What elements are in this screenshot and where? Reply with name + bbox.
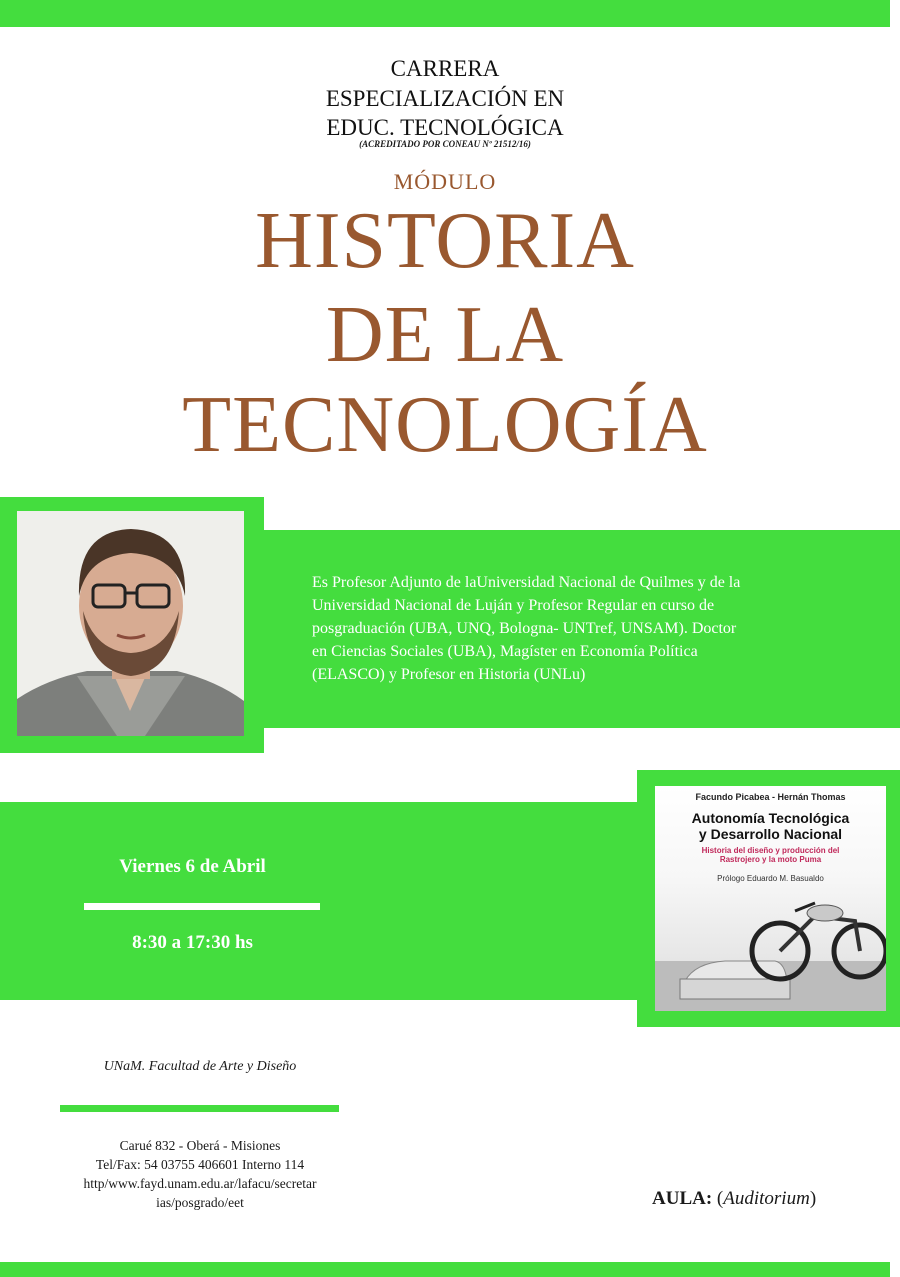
phone-line: Tel/Fax: 54 03755 406601 Interno 114 [95,1157,305,1172]
bio-line: en Ciencias Sociales (UBA), Magíster en Economía Política [312,643,698,660]
module-title-line-1: HISTORIA [255,197,635,285]
bio-line: (ELASCO) y Profesor en Historia (UNLu) [312,666,586,683]
book-title [655,810,886,842]
bottom-green-bar [0,1262,890,1277]
book-authors: Facundo Picabea - Hernán Thomas [695,792,846,802]
book-subtitle-line: Historia del diseño y producción del [701,846,840,855]
schedule-band [0,802,640,1000]
book-subtitle-line: Rastrojero y la moto Puma [719,855,822,864]
accreditation-note: (ACREDITADO POR CONEAU Nº 21512/16) [359,139,531,149]
event-date: Viernes 6 de Abril [119,856,266,877]
bio-line: Es Profesor Adjunto de laUniversidad Nacional de Quilmes y de la [312,574,741,591]
aula-label: AULA: [652,1188,713,1209]
aula-paren-open: ( [716,1188,724,1209]
book-subtitle [655,846,886,864]
header-career: CARRERA [390,56,500,81]
header-specialization: ESPECIALIZACIÓN EN [325,86,565,111]
classroom-info [652,1188,816,1210]
top-green-bar [0,0,890,27]
header-education: EDUC. TECNOLÓGICA [326,115,564,140]
aula-value: Auditorium [723,1188,810,1209]
footer-divider [60,1105,339,1112]
module-label: MÓDULO [393,169,497,194]
website-link-continued[interactable]: ias/posgrado/eet [156,1195,244,1210]
address-line: Carué 832 - Oberá - Misiones [119,1138,281,1153]
book-prologue: Prólogo Eduardo M. Basualdo [717,874,824,883]
book-cover [655,786,886,1011]
faculty-name: UNaM. Facultad de Arte y Diseño [103,1059,297,1074]
module-title-line-2: DE LA [325,291,565,379]
professor-bio [312,571,832,686]
website-link[interactable]: http/www.fayd.unam.edu.ar/lafacu/secretar [83,1176,317,1191]
contact-address [60,1136,340,1212]
module-title-line-3: TECNOLOGÍA [182,381,708,469]
bio-line: Universidad Nacional de Luján y Profesor Regular en curso de [312,597,715,614]
motorcycle-truck-illustration-icon [655,891,886,1011]
professor-photo [17,511,244,736]
book-title-line: Autonomía Tecnológica [691,810,850,826]
aula-paren-close: ) [809,1188,817,1209]
professor-portrait-icon [17,511,244,736]
bio-line: posgraduación (UBA, UNQ, Bologna- UNTref, UNSAM). Doctor [312,620,737,637]
event-time: 8:30 a 17:30 hs [132,932,253,953]
schedule-divider [84,903,320,910]
book-title-line: y Desarrollo Nacional [698,826,843,842]
